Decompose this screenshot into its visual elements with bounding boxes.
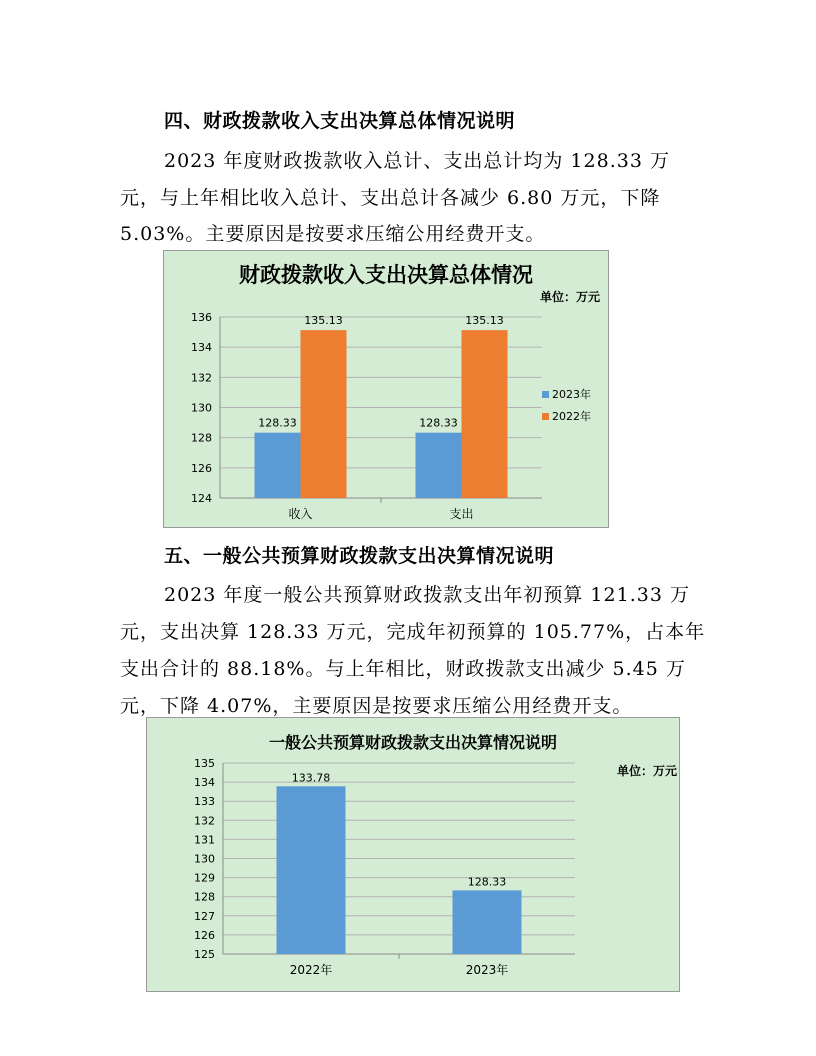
- chart1-title: 财政拨款收入支出决算总体情况: [239, 263, 533, 287]
- section4-line-3: 5.03%。主要原因是按要求压缩公用经费开支。: [120, 223, 546, 245]
- chart2-data-label: 133.78: [291, 771, 331, 785]
- chart2-y-tick-label: 127: [194, 909, 215, 923]
- chart2-bar: [277, 786, 346, 954]
- chart2-y-tick-label: 129: [194, 871, 215, 885]
- chart2-y-tick-label: 135: [194, 757, 215, 770]
- chart1-bar: [416, 433, 462, 498]
- section4-heading: 四、财政拨款收入支出决算总体情况说明: [164, 110, 516, 132]
- section5-line-3: 支出合计的 88.18%。与上年相比，财政拨款支出减少 5.45 万: [120, 658, 686, 680]
- chart1-data-label: 135.13: [465, 314, 504, 328]
- chart1-legend-swatch: [542, 391, 549, 398]
- chart1-legend-swatch: [542, 413, 549, 420]
- chart2-x-tick-label: 2023年: [465, 963, 509, 977]
- chart1-unit-label: 单位：万元: [539, 290, 600, 304]
- chart1-y-tick-label: 132: [191, 371, 212, 385]
- chart2-svg: [147, 718, 679, 991]
- chart1-y-tick-label: 124: [191, 492, 212, 505]
- chart1-legend-label: 2022年: [552, 410, 591, 423]
- chart2-data-label: 128.33: [467, 875, 507, 889]
- chart1-y-tick-label: 136: [191, 311, 212, 324]
- section5-line-2: 元，支出决算 128.33 万元，完成年初预算的 105.77%，占本年: [120, 621, 706, 643]
- chart2-y-tick-label: 131: [194, 833, 215, 847]
- chart1-legend-label: 2023年: [552, 388, 591, 401]
- chart2-y-tick-label: 130: [194, 852, 215, 866]
- chart2-x-tick-label: 2022年: [289, 963, 333, 977]
- chart-general-budget-expenditure: [146, 717, 680, 992]
- chart1-y-tick-label: 128: [191, 431, 212, 445]
- chart2-y-tick-label: 125: [194, 948, 215, 961]
- chart2-y-tick-label: 126: [194, 928, 215, 942]
- chart1-data-label: 128.33: [258, 416, 297, 430]
- chart1-data-label: 128.33: [419, 416, 458, 430]
- chart1-bar: [462, 330, 508, 498]
- section5-line-4: 元，下降 4.07%，主要原因是按要求压缩公用经费开支。: [120, 695, 633, 717]
- chart2-unit-label: 单位：万元: [616, 764, 677, 778]
- chart2-y-tick-label: 133: [194, 795, 215, 809]
- chart1-svg: [164, 251, 608, 527]
- chart2-y-tick-label: 134: [194, 776, 215, 790]
- chart1-y-tick-label: 130: [191, 401, 212, 415]
- chart1-x-tick-label: 支出: [449, 507, 474, 521]
- chart2-bar: [453, 890, 522, 954]
- chart1-y-tick-label: 126: [191, 461, 212, 475]
- section5-line-1: 2023 年度一般公共预算财政拨款支出年初预算 121.33 万: [164, 584, 690, 606]
- section4-line-1: 2023 年度财政拨款收入总计、支出总计均为 128.33 万: [164, 150, 670, 172]
- chart2-y-tick-label: 132: [194, 814, 215, 828]
- chart1-data-label: 135.13: [304, 314, 343, 328]
- chart1-x-tick-label: 收入: [288, 507, 313, 521]
- chart2-y-tick-label: 128: [194, 890, 215, 904]
- chart-total-revenue-expenditure: [163, 250, 609, 528]
- chart1-y-tick-label: 134: [191, 341, 212, 355]
- section5-heading: 五、一般公共预算财政拨款支出决算情况说明: [164, 545, 555, 567]
- section4-line-2: 元，与上年相比收入总计、支出总计各减少 6.80 万元，下降: [120, 187, 661, 209]
- chart1-bar: [301, 330, 347, 498]
- chart2-title: 一般公共预算财政拨款支出决算情况说明: [268, 733, 558, 752]
- chart1-bar: [255, 433, 301, 498]
